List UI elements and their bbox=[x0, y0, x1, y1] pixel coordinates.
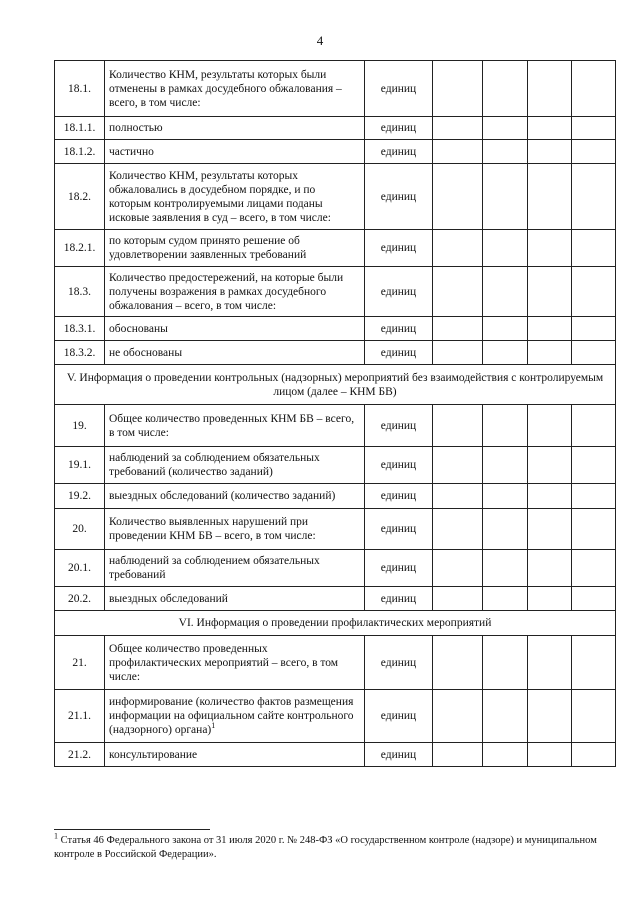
value-cell[interactable] bbox=[483, 317, 528, 341]
row-unit: единиц bbox=[365, 61, 433, 117]
value-cell[interactable] bbox=[572, 550, 616, 587]
value-cell[interactable] bbox=[433, 140, 483, 164]
value-cell[interactable] bbox=[528, 341, 572, 365]
row-description: Количество КНМ, результаты которых были отменены в рамках досудебного обжалования – всего, в том числе: bbox=[105, 61, 365, 117]
value-cell[interactable] bbox=[572, 447, 616, 484]
row-description: выездных обследований (количество заданий) bbox=[105, 484, 365, 509]
value-cell[interactable] bbox=[528, 230, 572, 267]
value-cell[interactable] bbox=[483, 117, 528, 140]
value-cell[interactable] bbox=[572, 140, 616, 164]
value-cell[interactable] bbox=[572, 743, 616, 767]
table-row bbox=[55, 341, 616, 365]
value-cell[interactable] bbox=[433, 61, 483, 117]
row-number: 18.1.2. bbox=[55, 140, 105, 164]
value-cell[interactable] bbox=[483, 690, 528, 743]
row-number: 18.3.1. bbox=[55, 317, 105, 341]
row-unit: единиц bbox=[365, 117, 433, 140]
table-row bbox=[55, 509, 616, 550]
row-unit: единиц bbox=[365, 743, 433, 767]
row-unit: единиц bbox=[365, 484, 433, 509]
value-cell[interactable] bbox=[483, 164, 528, 230]
table-row bbox=[55, 550, 616, 587]
row-number: 18.2. bbox=[55, 164, 105, 230]
row-unit: единиц bbox=[365, 509, 433, 550]
row-unit: единиц bbox=[365, 690, 433, 743]
value-cell[interactable] bbox=[528, 405, 572, 447]
table-row bbox=[55, 690, 616, 743]
value-cell[interactable] bbox=[528, 117, 572, 140]
table-row bbox=[55, 140, 616, 164]
value-cell[interactable] bbox=[572, 484, 616, 509]
value-cell[interactable] bbox=[433, 509, 483, 550]
table-row bbox=[55, 317, 616, 341]
row-number: 21. bbox=[55, 636, 105, 690]
row-description-text: информирование (количество фактов размещения информации на официальном сайте контрольного (надзорного) органа) bbox=[109, 696, 354, 736]
row-unit: единиц bbox=[365, 447, 433, 484]
value-cell[interactable] bbox=[433, 447, 483, 484]
value-cell[interactable] bbox=[483, 267, 528, 317]
row-description: наблюдений за соблюдением обязательных требований (количество заданий) bbox=[105, 447, 365, 484]
section-header-row bbox=[55, 611, 616, 636]
row-number: 19.2. bbox=[55, 484, 105, 509]
row-number: 18.1.1. bbox=[55, 117, 105, 140]
value-cell[interactable] bbox=[572, 117, 616, 140]
value-cell[interactable] bbox=[433, 636, 483, 690]
row-unit: единиц bbox=[365, 230, 433, 267]
value-cell[interactable] bbox=[572, 61, 616, 117]
value-cell[interactable] bbox=[528, 267, 572, 317]
footnote-separator bbox=[54, 829, 210, 830]
value-cell[interactable] bbox=[528, 587, 572, 611]
row-number: 20.2. bbox=[55, 587, 105, 611]
row-number: 18.1. bbox=[55, 61, 105, 117]
row-unit: единиц bbox=[365, 405, 433, 447]
value-cell[interactable] bbox=[433, 743, 483, 767]
value-cell[interactable] bbox=[483, 61, 528, 117]
row-number: 20. bbox=[55, 509, 105, 550]
row-number: 21.1. bbox=[55, 690, 105, 743]
value-cell[interactable] bbox=[483, 230, 528, 267]
page-number: 4 bbox=[316, 33, 324, 48]
row-unit: единиц bbox=[365, 341, 433, 365]
value-cell[interactable] bbox=[433, 405, 483, 447]
section-title: V. Информация о проведении контрольных (надзорных) мероприятий без взаимодействия с контролируемым лицом (далее – КНМ БВ) bbox=[55, 365, 616, 405]
row-number: 21.2. bbox=[55, 743, 105, 767]
table-row bbox=[55, 267, 616, 317]
value-cell[interactable] bbox=[528, 61, 572, 117]
value-cell[interactable] bbox=[433, 484, 483, 509]
row-description: Количество выявленных нарушений при проведении КНМ БВ – всего, в том числе: bbox=[105, 509, 365, 550]
value-cell[interactable] bbox=[483, 341, 528, 365]
row-description: частично bbox=[105, 140, 365, 164]
value-cell[interactable] bbox=[572, 341, 616, 365]
report-table bbox=[54, 60, 616, 767]
value-cell[interactable] bbox=[528, 636, 572, 690]
row-description: полностью bbox=[105, 117, 365, 140]
value-cell[interactable] bbox=[528, 690, 572, 743]
value-cell[interactable] bbox=[433, 164, 483, 230]
value-cell[interactable] bbox=[572, 636, 616, 690]
row-number: 18.3.2. bbox=[55, 341, 105, 365]
value-cell[interactable] bbox=[528, 140, 572, 164]
value-cell[interactable] bbox=[572, 267, 616, 317]
value-cell[interactable] bbox=[528, 509, 572, 550]
row-number: 19.1. bbox=[55, 447, 105, 484]
section-header-row bbox=[55, 365, 616, 405]
footnote-reference: 1 bbox=[211, 721, 216, 731]
value-cell[interactable] bbox=[433, 230, 483, 267]
value-cell[interactable] bbox=[433, 690, 483, 743]
value-cell[interactable] bbox=[572, 587, 616, 611]
value-cell[interactable] bbox=[483, 636, 528, 690]
value-cell[interactable] bbox=[528, 447, 572, 484]
row-description bbox=[105, 690, 365, 743]
value-cell[interactable] bbox=[528, 550, 572, 587]
value-cell[interactable] bbox=[572, 405, 616, 447]
table-row bbox=[55, 636, 616, 690]
value-cell[interactable] bbox=[528, 317, 572, 341]
value-cell[interactable] bbox=[483, 743, 528, 767]
row-description: консультирование bbox=[105, 743, 365, 767]
row-description: Общее количество проведенных профилактических мероприятий – всего, в том числе: bbox=[105, 636, 365, 690]
value-cell[interactable] bbox=[433, 550, 483, 587]
table-row bbox=[55, 230, 616, 267]
footnote-marker: 1 bbox=[54, 831, 58, 841]
value-cell[interactable] bbox=[572, 164, 616, 230]
footnote bbox=[54, 831, 614, 862]
table-row bbox=[55, 447, 616, 484]
value-cell[interactable] bbox=[528, 164, 572, 230]
value-cell[interactable] bbox=[483, 509, 528, 550]
table-row bbox=[55, 587, 616, 611]
section-title: VI. Информация о проведении профилактических мероприятий bbox=[55, 611, 616, 636]
value-cell[interactable] bbox=[483, 587, 528, 611]
footnote-text: Статья 46 Федерального закона от 31 июля 2020 г. № 248-ФЗ «О государственном контроле (надзоре) и муниципальном контроле в Российской Федерации». bbox=[54, 835, 597, 860]
row-unit: единиц bbox=[365, 140, 433, 164]
row-number: 18.3. bbox=[55, 267, 105, 317]
value-cell[interactable] bbox=[572, 509, 616, 550]
table-row bbox=[55, 405, 616, 447]
value-cell[interactable] bbox=[483, 484, 528, 509]
value-cell[interactable] bbox=[433, 341, 483, 365]
row-unit: единиц bbox=[365, 636, 433, 690]
value-cell[interactable] bbox=[483, 405, 528, 447]
row-unit: единиц bbox=[365, 267, 433, 317]
value-cell[interactable] bbox=[528, 484, 572, 509]
table-row bbox=[55, 117, 616, 140]
value-cell[interactable] bbox=[572, 317, 616, 341]
value-cell[interactable] bbox=[433, 267, 483, 317]
row-description: Количество КНМ, результаты которых обжаловались в досудебном порядке, и по которым контролируемыми лицами поданы исковые заявления в суд – всего, в том числе: bbox=[105, 164, 365, 230]
row-number: 18.2.1. bbox=[55, 230, 105, 267]
row-description: по которым судом принято решение об удовлетворении заявленных требований bbox=[105, 230, 365, 267]
value-cell[interactable] bbox=[483, 550, 528, 587]
value-cell[interactable] bbox=[433, 317, 483, 341]
value-cell[interactable] bbox=[433, 587, 483, 611]
row-unit: единиц bbox=[365, 550, 433, 587]
value-cell[interactable] bbox=[572, 230, 616, 267]
row-description: не обоснованы bbox=[105, 341, 365, 365]
row-unit: единиц bbox=[365, 164, 433, 230]
value-cell[interactable] bbox=[483, 447, 528, 484]
table-row bbox=[55, 743, 616, 767]
row-description: выездных обследований bbox=[105, 587, 365, 611]
row-unit: единиц bbox=[365, 587, 433, 611]
row-description: наблюдений за соблюдением обязательных требований bbox=[105, 550, 365, 587]
table-row bbox=[55, 61, 616, 117]
value-cell[interactable] bbox=[572, 690, 616, 743]
table-row bbox=[55, 484, 616, 509]
value-cell[interactable] bbox=[483, 140, 528, 164]
table-row bbox=[55, 164, 616, 230]
value-cell[interactable] bbox=[433, 117, 483, 140]
row-number: 19. bbox=[55, 405, 105, 447]
row-unit: единиц bbox=[365, 317, 433, 341]
row-number: 20.1. bbox=[55, 550, 105, 587]
value-cell[interactable] bbox=[528, 743, 572, 767]
row-description: Общее количество проведенных КНМ БВ – всего, в том числе: bbox=[105, 405, 365, 447]
row-description: обоснованы bbox=[105, 317, 365, 341]
row-description: Количество предостережений, на которые были получены возражения в рамках досудебного обжалования – всего, в том числе: bbox=[105, 267, 365, 317]
